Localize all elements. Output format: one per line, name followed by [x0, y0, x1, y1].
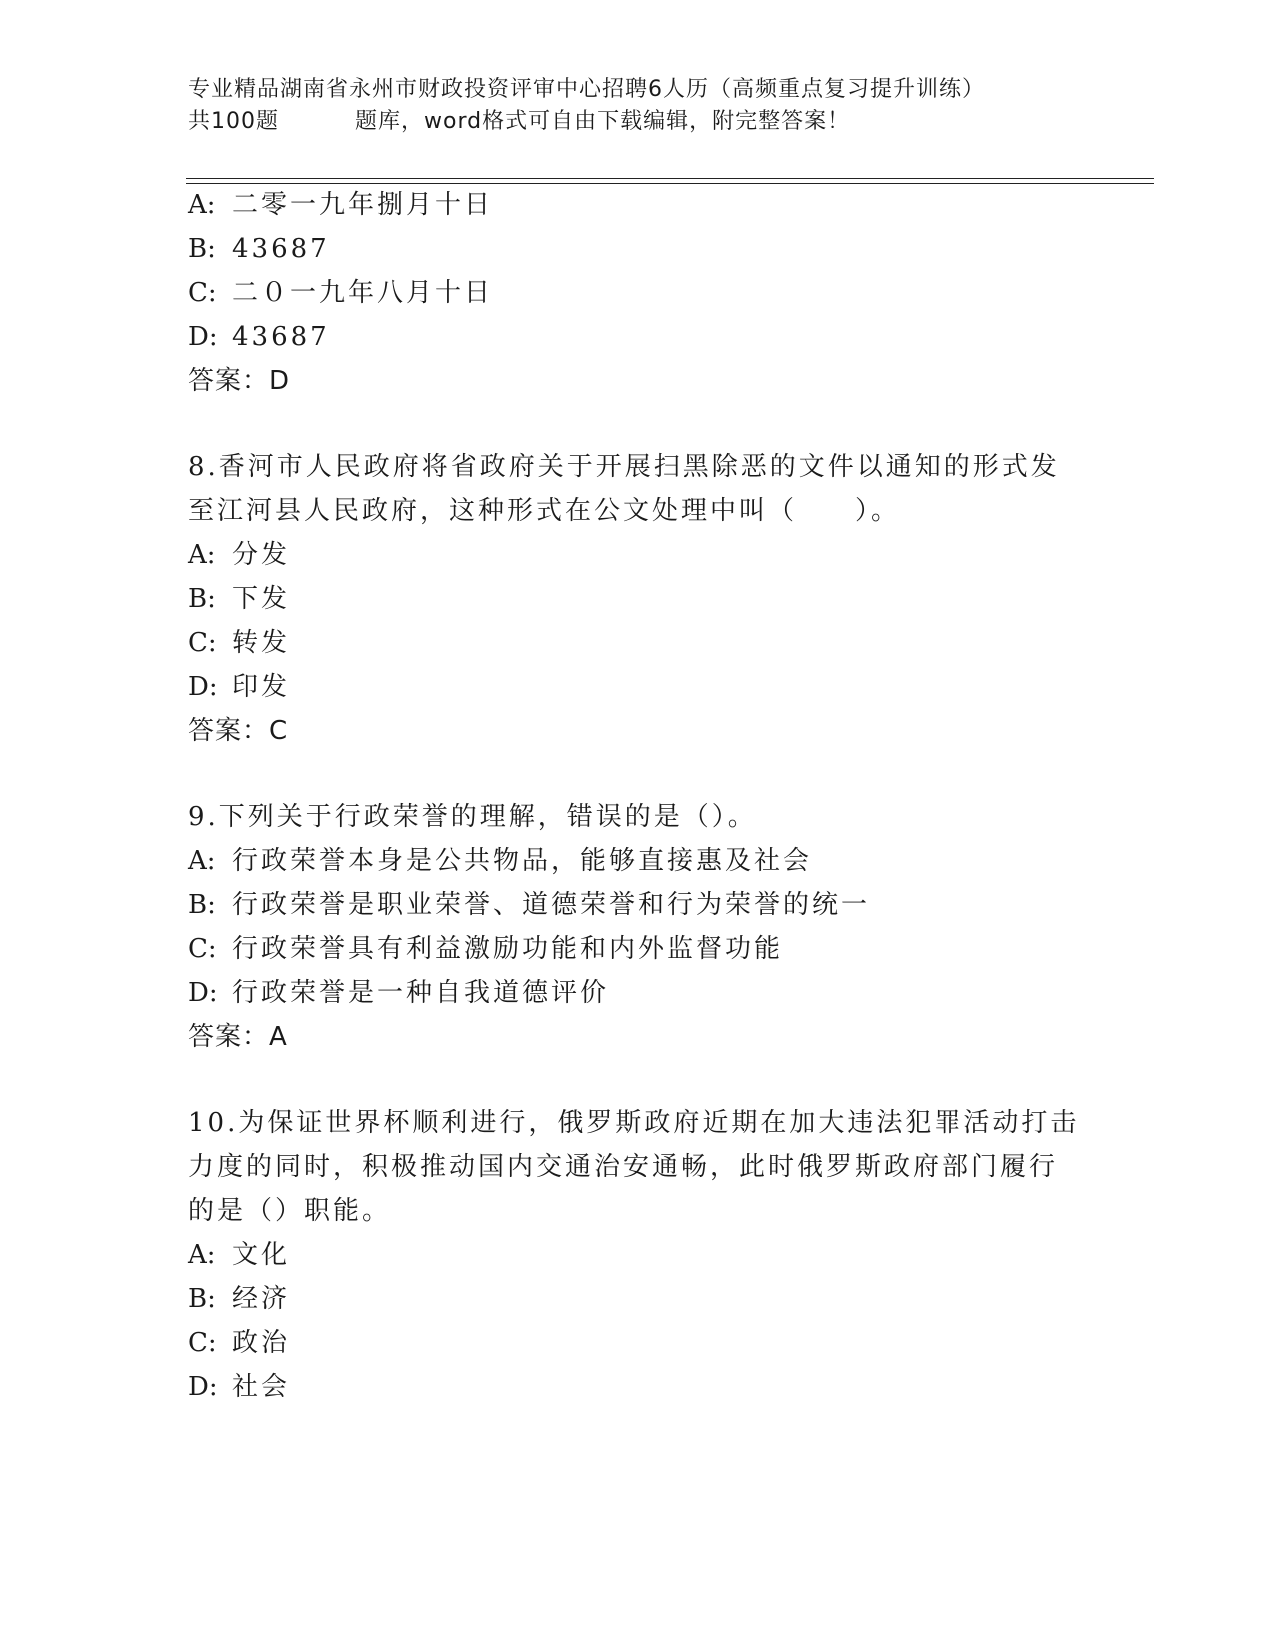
option-letter: C:: [188, 1328, 217, 1358]
option-text: 行政荣誉本身是公共物品，能够直接惠及社会: [232, 846, 813, 876]
option-text: 二零一九年捌月十日: [232, 190, 494, 220]
option-letter: A:: [188, 190, 216, 220]
q8-stem-line-1: 8.香河市人民政府将省政府关于开展扫黑除恶的文件以通知的形式发: [188, 452, 1060, 482]
q9-option-b: [188, 882, 870, 928]
q9-option-d: [188, 970, 609, 1016]
option-letter: D:: [188, 672, 218, 702]
q9-stem-line-1: 9.下列关于行政荣誉的理解，错误的是（）。: [188, 802, 757, 832]
option-text: 行政荣誉是一种自我道德评价: [232, 978, 610, 1008]
option-letter: D:: [188, 1372, 218, 1402]
option-letter: B:: [188, 890, 216, 920]
option-text: 43687: [232, 234, 330, 264]
q10-stem-line-2: 力度的同时，积极推动国内交通治安通畅，此时俄罗斯政府部门履行: [188, 1152, 1059, 1182]
option-letter: D:: [188, 978, 218, 1008]
header-count: 共100题: [188, 109, 279, 134]
q8-option-d: [188, 664, 290, 710]
option-text: 二０一九年八月十日: [232, 278, 494, 308]
option-text: 印发: [232, 672, 291, 702]
header-subtitle-line: [188, 106, 1088, 138]
document-header: [188, 74, 1088, 138]
q10-option-b: [188, 1276, 290, 1322]
q9-option-a: [188, 838, 812, 884]
q10-option-c: [188, 1320, 290, 1366]
option-letter: B:: [188, 234, 216, 264]
option-text: 行政荣誉是职业荣誉、道德荣誉和行为荣誉的统一: [232, 890, 871, 920]
q7-option-b: [188, 226, 330, 272]
option-text: 社会: [232, 1372, 291, 1402]
header-description: 题库，word格式可自由下载编辑，附完整答案！: [355, 109, 851, 134]
option-text: 政治: [232, 1328, 291, 1358]
q7-answer: 答案：D: [188, 366, 291, 396]
q7-option-a: [188, 182, 493, 228]
q8-option-c: [188, 620, 290, 666]
option-text: 行政荣誉具有利益激励功能和内外监督功能: [232, 934, 784, 964]
q10-stem-line-1: 10.为保证世界杯顺利进行，俄罗斯政府近期在加大违法犯罪活动打击: [188, 1108, 1080, 1138]
header-title-line: 专业精品湖南省永州市财政投资评审中心招聘6人历（高频重点复习提升训练）: [188, 77, 985, 102]
q10-stem-line-3: 的是（）职能。: [188, 1196, 392, 1226]
q7-option-c: [188, 270, 493, 316]
option-letter: A:: [188, 1240, 216, 1270]
option-letter: D:: [188, 322, 218, 352]
option-letter: A:: [188, 540, 216, 570]
header-divider-top: [186, 178, 1154, 179]
q10-option-a: [188, 1232, 290, 1278]
option-letter: B:: [188, 1284, 216, 1314]
option-letter: C:: [188, 628, 217, 658]
option-letter: A:: [188, 846, 216, 876]
option-letter: C:: [188, 934, 217, 964]
option-letter: B:: [188, 584, 216, 614]
q8-stem-line-2: 至江河县人民政府，这种形式在公文处理中叫（ ）。: [188, 496, 901, 526]
q7-option-d: [188, 314, 330, 360]
q9-answer: 答案：A: [188, 1022, 288, 1052]
option-text: 分发: [232, 540, 291, 570]
q9-option-c: [188, 926, 783, 972]
option-text: 43687: [232, 322, 330, 352]
option-letter: C:: [188, 278, 217, 308]
q8-option-b: [188, 576, 290, 622]
q8-answer: 答案：C: [188, 716, 289, 746]
option-text: 转发: [232, 628, 291, 658]
option-text: 下发: [232, 584, 291, 614]
q10-option-d: [188, 1364, 290, 1410]
option-text: 经济: [232, 1284, 291, 1314]
option-text: 文化: [232, 1240, 291, 1270]
q8-option-a: [188, 532, 290, 578]
